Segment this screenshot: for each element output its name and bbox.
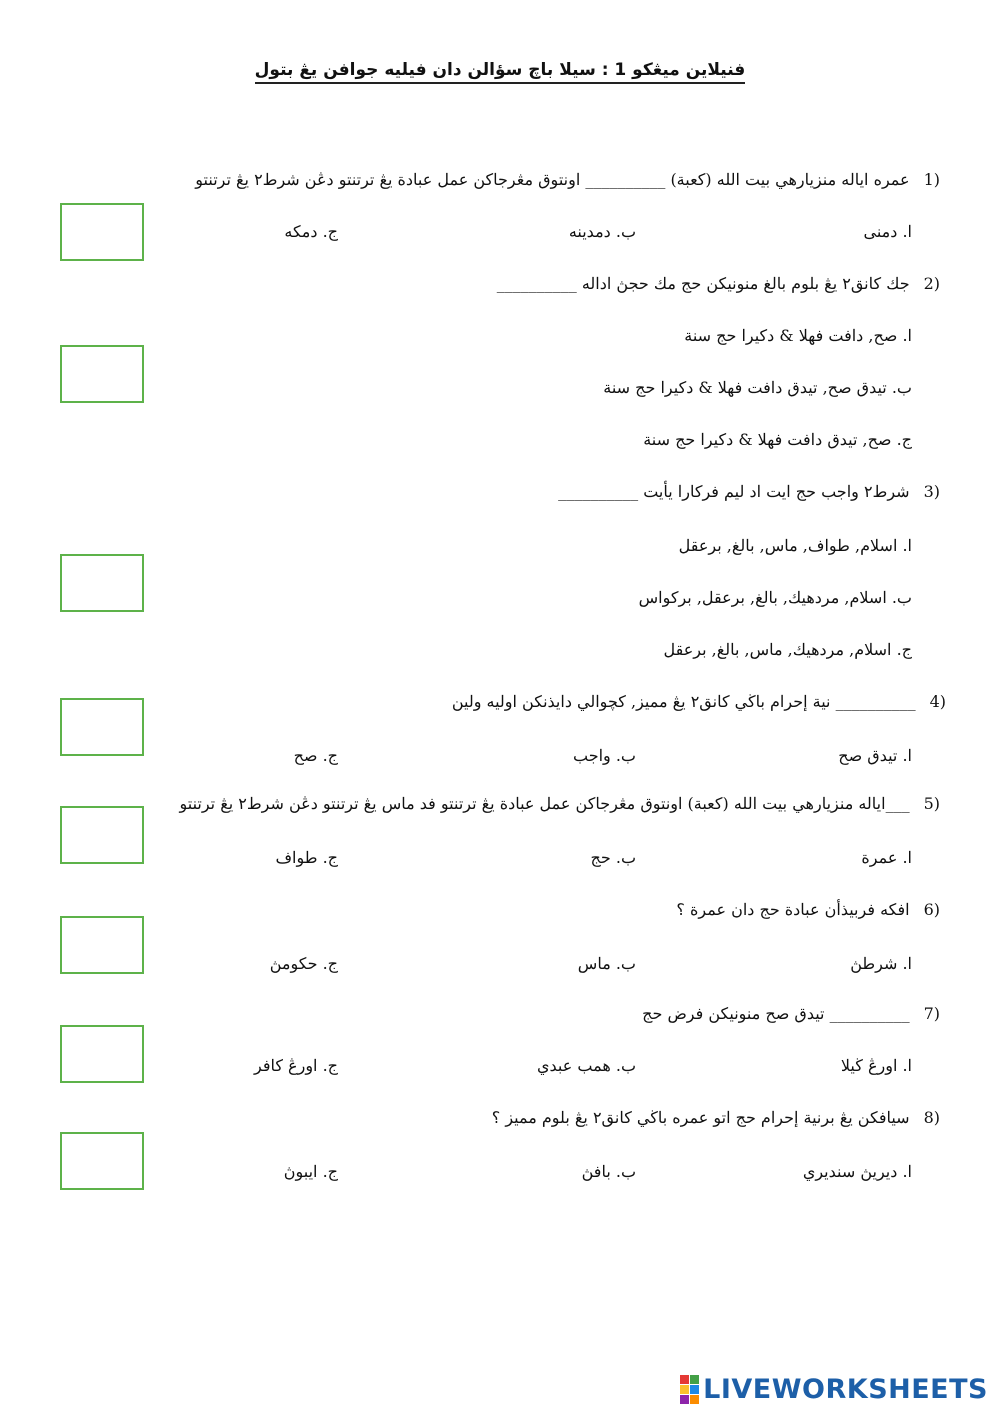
answer-box-5[interactable]	[60, 806, 144, 864]
liveworksheets-logo	[680, 1372, 988, 1406]
option-c: ج. ايبوڽ	[283, 1162, 338, 1181]
question-text: __________ نية إحرام باڬي كانق٢ يڠ مميز, كچوالي دايذنكن اوليه ولين	[451, 692, 916, 711]
question-5	[179, 794, 940, 813]
option-c: ج. حكومڽ	[269, 954, 338, 973]
question-text: ___اياله منزيارهي بيت الله (كعبة) اونتوق مڠرجاكن عمل عبادة يڠ ترتنتو فد ماس يڠ ترتنتو دڠن شرط٢ يڠ ترتنتو	[179, 794, 910, 813]
option-a: ا. شرطڽ	[850, 954, 912, 973]
answer-box-6[interactable]	[60, 916, 144, 974]
question-2	[497, 274, 940, 293]
option-a: ا. صح, دافت فهلا & دكيرا حج سنة	[684, 326, 912, 345]
question-number: 4)	[929, 692, 946, 711]
answer-box-7[interactable]	[60, 1025, 144, 1083]
worksheet-title: فنيلاين ميڠكو 1 : سيلا باچ سؤالن دان فيليه جوافن يڠ بتول	[0, 60, 1000, 80]
question-3	[558, 482, 940, 501]
question-text: شرط٢ واجب حج ايت اد ليم فركارا يأيت __________	[558, 482, 910, 501]
question-7	[642, 1004, 940, 1023]
question-4	[452, 692, 946, 711]
option-c: ج. دمكه	[284, 222, 338, 241]
question-text: __________ تيدق صح منونيكن فرض حج	[642, 1004, 910, 1023]
option-b: ب. واجب	[572, 746, 636, 765]
option-c: ج. اورڠ كافر	[254, 1056, 338, 1075]
option-a: ا. تيدق صح	[838, 746, 912, 765]
question-number: 6)	[923, 900, 940, 919]
option-c: ج. اسلام, مردهيك, ماس, بالغ, برعقل	[663, 640, 912, 659]
question-text: افكه فربيذأن عبادة حج دان عمرة ؟	[676, 900, 910, 919]
answer-box-8[interactable]	[60, 1132, 144, 1190]
answer-box-3[interactable]	[60, 554, 144, 612]
option-a: ا. اورڠ ڬيلا	[840, 1056, 912, 1075]
answer-box-1[interactable]	[60, 203, 144, 261]
question-number: 3)	[923, 482, 940, 501]
option-b: ب. حج	[590, 848, 636, 867]
option-b: ب. دمدينه	[568, 222, 636, 241]
option-a: ا. اسلام, طواف, ماس, بالغ, برعقل	[678, 536, 912, 555]
logo-text: LIVEWORKSHEETS	[703, 1373, 988, 1405]
question-8	[492, 1108, 940, 1127]
question-number: 8)	[923, 1108, 940, 1127]
option-a: ا. دمنى	[863, 222, 912, 241]
question-number: 1)	[923, 170, 940, 189]
option-c: ج. صح	[293, 746, 338, 765]
answer-box-2[interactable]	[60, 345, 144, 403]
logo-grid-icon	[680, 1375, 699, 1404]
question-number: 5)	[923, 794, 940, 813]
option-c: ج. طواف	[275, 848, 338, 867]
option-b: ب. بافڽ	[581, 1162, 636, 1181]
option-b: ب. همب عبدي	[536, 1056, 636, 1075]
answer-box-4[interactable]	[60, 698, 144, 756]
question-text: سيافكن يڠ برنية إحرام حج اتو عمره باڬي كانق٢ يڠ بلوم مميز ؟	[491, 1108, 910, 1127]
option-a: ا. ديريڽ سنديري	[802, 1162, 912, 1181]
option-b: ب. ماس	[577, 954, 636, 973]
question-number: 7)	[923, 1004, 940, 1023]
question-number: 2)	[923, 274, 940, 293]
question-text: عمره اياله منزيارهي بيت الله (كعبة) __________ اونتوق مڠرجاكن عمل عبادة يڠ ترتنتو دڠن شرط٢ يڠ ترتنتو	[195, 170, 910, 189]
option-b: ب. اسلام, مردهيك, بالغ, برعقل, برکواس	[638, 588, 912, 607]
question-1	[195, 170, 940, 189]
option-b: ب. تيدق صح, تيدق دافت فهلا & دكيرا حج سنة	[603, 378, 912, 397]
option-c: ج. صح, تيدق دافت فهلا & دكيرا حج سنة	[643, 430, 912, 449]
question-text: جك كانق٢ يڠ بلوم بالغ منونيكن حج مك حجڽ اداله __________	[496, 274, 910, 293]
option-a: ا. عمرة	[861, 848, 912, 867]
question-6	[676, 900, 940, 919]
